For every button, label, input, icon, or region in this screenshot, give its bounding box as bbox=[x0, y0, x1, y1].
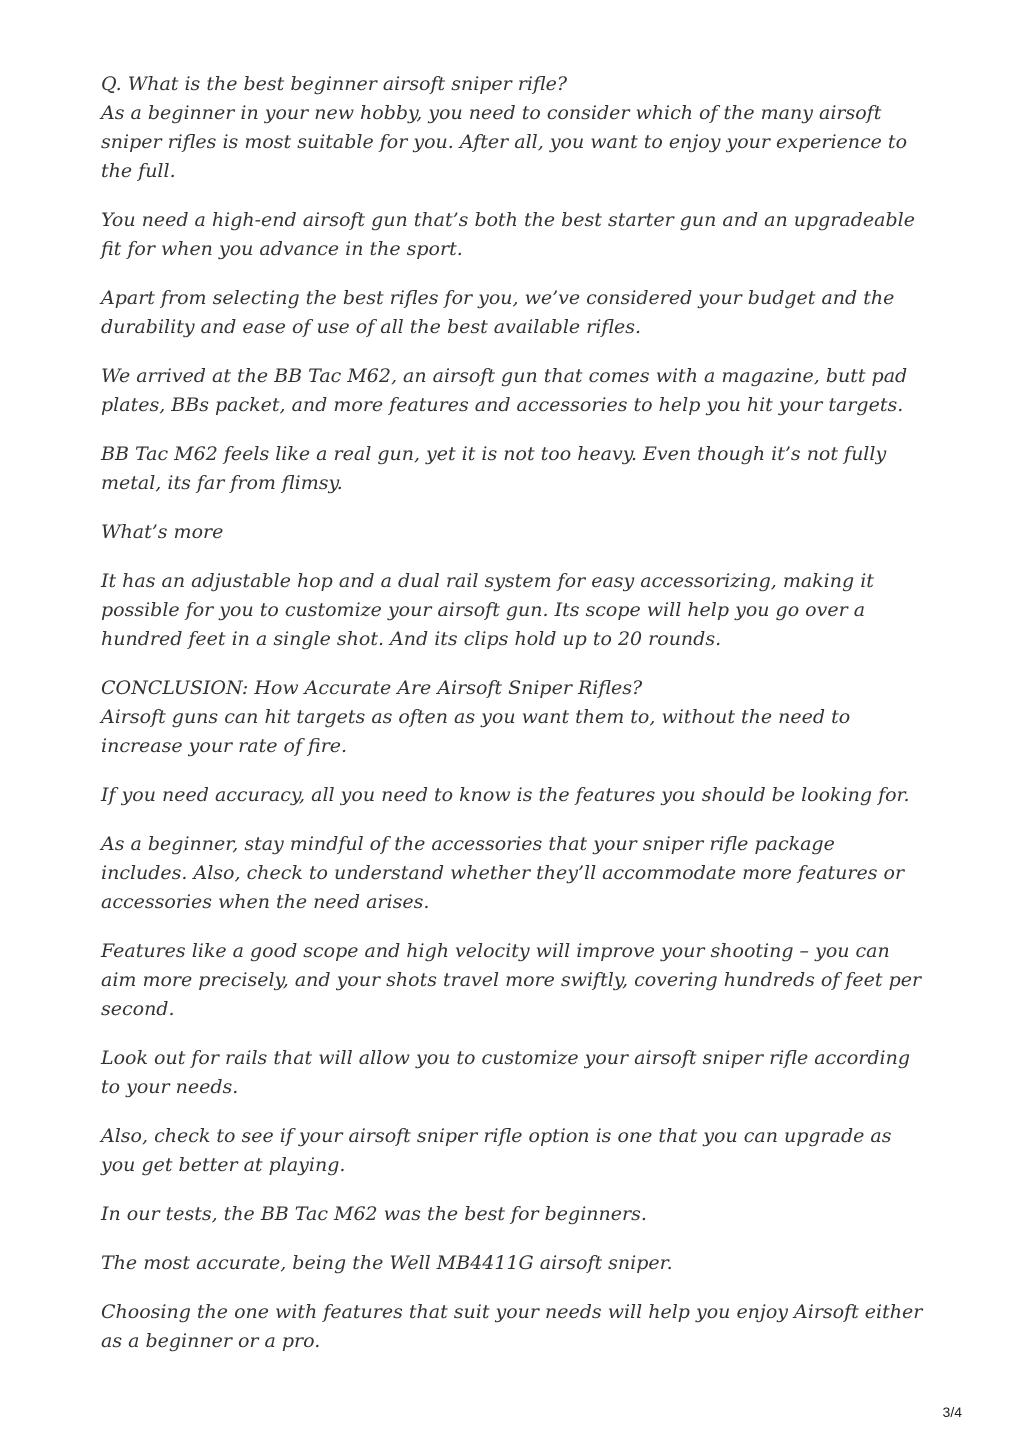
paragraph: We arrived at the BB Tac M62, an airsoft gun that comes with a magazine, butt pad plates, BBs packet, and more features and accessories to help you hit your targets. bbox=[101, 365, 908, 416]
paragraph: If you need accuracy, all you need to know is the features you should be looking for. bbox=[101, 784, 910, 806]
paragraph: In our tests, the BB Tac M62 was the best for beginners. bbox=[101, 1203, 647, 1225]
paragraph: You need a high-end airsoft gun that’s both the best starter gun and an upgradeable fit for when you advance in the sport. bbox=[101, 209, 915, 260]
paragraph: Also, check to see if your airsoft sniper rifle option is one that you can upgrade as you get better at playing. bbox=[101, 1125, 892, 1176]
paragraph: Apart from selecting the best rifles for you, we’ve considered your budget and the durability and ease of use of all the best available rifles. bbox=[101, 287, 895, 338]
paragraph: Choosing the one with features that suit your needs will help you enjoy Airsoft either as a beginner or a pro. bbox=[101, 1301, 923, 1352]
page-number: 3/4 bbox=[942, 1404, 962, 1420]
paragraph: BB Tac M62 feels like a real gun, yet it is not too heavy. Even though it’s not fully metal, its far from flimsy. bbox=[101, 443, 887, 494]
paragraph: The most accurate, being the Well MB4411G airsoft sniper. bbox=[101, 1252, 673, 1274]
paragraph: Airsoft guns can hit targets as often as you want them to, without the need to increase your rate of fire. bbox=[101, 706, 851, 757]
paragraph: What’s more bbox=[101, 521, 224, 543]
paragraph: Look out for rails that will allow you to customize your airsoft sniper rifle according to your needs. bbox=[101, 1047, 911, 1098]
faq-heading: Q. What is the best beginner airsoft sniper rifle? bbox=[101, 73, 568, 95]
document-body bbox=[101, 70, 923, 1376]
conclusion-heading: CONCLUSION: How Accurate Are Airsoft Sniper Rifles? bbox=[101, 677, 643, 699]
paragraph: As a beginner in your new hobby, you need to consider which of the many airsoft sniper rifles is most suitable for you. After all, you want to enjoy your experience to the full. bbox=[101, 102, 908, 182]
paragraph: Features like a good scope and high velocity will improve your shooting – you can aim more precisely, and your shots travel more swiftly, covering hundreds of feet per second. bbox=[101, 940, 922, 1020]
paragraph: As a beginner, stay mindful of the accessories that your sniper rifle package includes. Also, check to understand whether they’ll accommodate more features or accessories when the need arises. bbox=[101, 833, 905, 913]
paragraph: It has an adjustable hop and a dual rail system for easy accessorizing, making it possible for you to customize your airsoft gun. Its scope will help you go over a hundred feet in a single shot. And its clips hold up to 20 rounds. bbox=[101, 570, 874, 650]
